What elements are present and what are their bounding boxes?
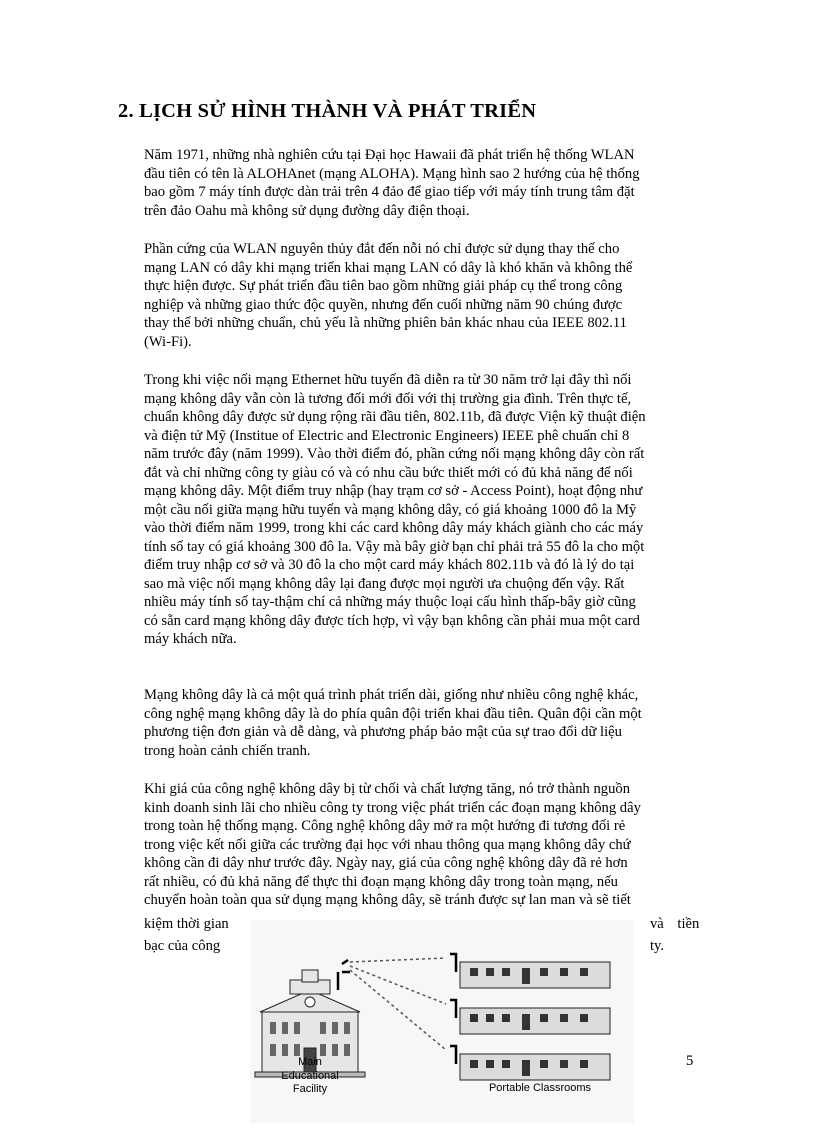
text-line: thực hiện được. Sự phát triển đầu tiên bao gồm những giải pháp cụ thể trong công xyxy=(144,278,623,294)
main-facility-caption xyxy=(270,1056,350,1097)
paragraph-2 xyxy=(144,240,697,351)
text-line: Trong khi việc nối mạng Ethernet hữu tuyến đã diễn ra từ 30 năm trở lại đây thì nối xyxy=(144,372,632,388)
text-line: trong việc kết nối giữa các trường đại học với nhau thông qua mạng không dây chứ xyxy=(144,836,631,853)
text-line: thay thế bởi những chuẩn, chủ yếu là những phiên bản khác nhau của IEEE 802.11 xyxy=(144,315,627,331)
text-line: trong toàn hệ thống mạng. Công nghệ không dây mở ra một hướng đi tương đối rẻ xyxy=(144,818,626,834)
text-line: mạng không dây. Một điểm truy nhập (hay trạm cơ sở - Access Point), hoạt động như xyxy=(144,483,643,499)
text-line: vào thời điểm năm 1999, trong khi các card không dây máy khách giành cho các máy xyxy=(144,520,644,536)
text-line: và điện tử Mỹ (Institue of Electric and Electronic Engineers) IEEE phê chuẩn chỉ 8 xyxy=(144,427,630,444)
paragraph-3 xyxy=(144,371,697,649)
text-line: chuyển hoàn toàn qua sử dụng mạng không dây, sẽ tránh được sự lan man và sẽ tiết xyxy=(144,892,631,908)
portable-classroom-icon xyxy=(460,962,610,1080)
text-line: nghiệp và những giao thức độc quyền, nhưng đến cuối những năm 90 chúng được xyxy=(144,296,623,313)
text-line: một cầu nối giữa mạng hữu tuyến và mạng không dây, có giá khoảng 1000 đô la Mỹ xyxy=(144,501,637,518)
paragraph-1 xyxy=(144,146,697,220)
text-line: Năm 1971, những nhà nghiên cứu tại Đại học Hawaii đã phát triển hệ thống WLAN xyxy=(144,147,635,163)
text-line: công nghệ mạng không dây là do phía quân đội triển khai đầu tiên. Quân đội cần một xyxy=(144,705,642,722)
text-line: nhiều máy tính số tay-thậm chí cả những máy thuộc loại cấu hình thấp-bây giờ cũng xyxy=(144,594,636,610)
text-line: chuẩn không dây được sử dụng rộng rãi đầu tiên, 802.11b, đã được Viện kỹ thuật điện xyxy=(144,409,646,425)
text-line: Khi giá của công nghệ không dây bị từ chối và chất lượng tăng, nó trở thành nguồn xyxy=(144,781,630,797)
text-line: kinh doanh sinh lãi cho nhiều công ty trong việc phát triển các đoạn mạng không dây xyxy=(144,799,641,816)
wrap-text-left-2: bạc của công xyxy=(144,938,221,954)
text-line: trong hoàn cảnh chiến tranh. xyxy=(144,742,311,759)
paragraph-4 xyxy=(144,686,697,760)
text-line: tính số tay có giá khoảng 300 đô la. Vậy mà bây giờ bạn chỉ phải trả 55 đô la cho một xyxy=(144,538,645,555)
text-line: rất nhiều, có đủ khả năng để thực thi đoạn mạng không dây trong toàn mạng, nếu xyxy=(144,873,618,890)
campus-wireless-figure xyxy=(250,920,634,1123)
paragraph-5 xyxy=(144,780,697,910)
wrap-text-left-1: kiệm thời gian xyxy=(144,916,229,932)
text-line: bao gồm 7 máy tính được dàn trải trên 4 đảo để giao tiếp với máy tính trung tâm đặt xyxy=(144,184,635,200)
text-line: Mạng không dây là cả một quá trình phát triển dài, giống như nhiều công nghệ khác, xyxy=(144,687,639,703)
text-line: phương tiện đơn giản và dễ dàng, và phương pháp bảo mật của sự trao đổi dữ liệu xyxy=(144,724,622,740)
text-line: mạng không dây vẫn còn là tương đối mới đối với thị trường gia đình. Trên thực tế, xyxy=(144,390,632,407)
text-line: mạng LAN có dây khi mạng triển khai mạng LAN có dây là khó khăn và không thể xyxy=(144,259,633,276)
caption-line: Educational xyxy=(281,1069,339,1082)
text-line: máy khách nữa. xyxy=(144,631,237,647)
text-line: sao mà việc nối mạng không dây lại đang được mọi người ưa chuộng đến vậy. Rất xyxy=(144,575,625,592)
caption-line: Facility xyxy=(292,1083,328,1095)
classrooms-caption: Portable Classrooms xyxy=(488,1082,592,1094)
section-heading: 2. LỊCH SỬ HÌNH THÀNH VÀ PHÁT TRIỂN xyxy=(118,100,537,122)
text-line: không cần đi dây như trước đây. Ngày nay, giá của công nghệ không dây đã rẻ hơn xyxy=(144,855,628,871)
caption-line: Main xyxy=(298,1056,322,1068)
page-number: 5 xyxy=(686,1053,694,1069)
text-line: (Wi-Fi). xyxy=(144,333,192,350)
wrap-text-right-2: ty. xyxy=(650,938,665,954)
text-line: năm trước đây (năm 1999). Vào thời điểm đó, phần cứng nối mạng không dây còn rất xyxy=(144,446,645,462)
text-line: đầu tiên có tên là ALOHAnet (mạng ALOHA). Mạng hình sao 2 hướng của hệ thống xyxy=(144,165,640,182)
text-line: có sẵn card mạng không dây được tích hợp, vì vậy bạn không cần phải mua một card xyxy=(144,612,640,629)
text-line: điểm truy nhập cơ sở và 30 đô la cho một card máy khách 802.11b và đó là lý do tại xyxy=(144,557,635,573)
wrap-text-right-1: và tiền xyxy=(650,916,700,932)
text-line: trên đảo Oahu mà không sử dụng đường dây điện thoại. xyxy=(144,202,470,219)
text-line: đắt và chỉ những công ty giàu có và có nhu cầu bức thiết mới có đủ khả năng để nối xyxy=(144,464,633,481)
text-line: Phần cứng của WLAN nguyên thủy đắt đến nỗi nó chỉ được sử dụng thay thế cho xyxy=(144,241,620,257)
